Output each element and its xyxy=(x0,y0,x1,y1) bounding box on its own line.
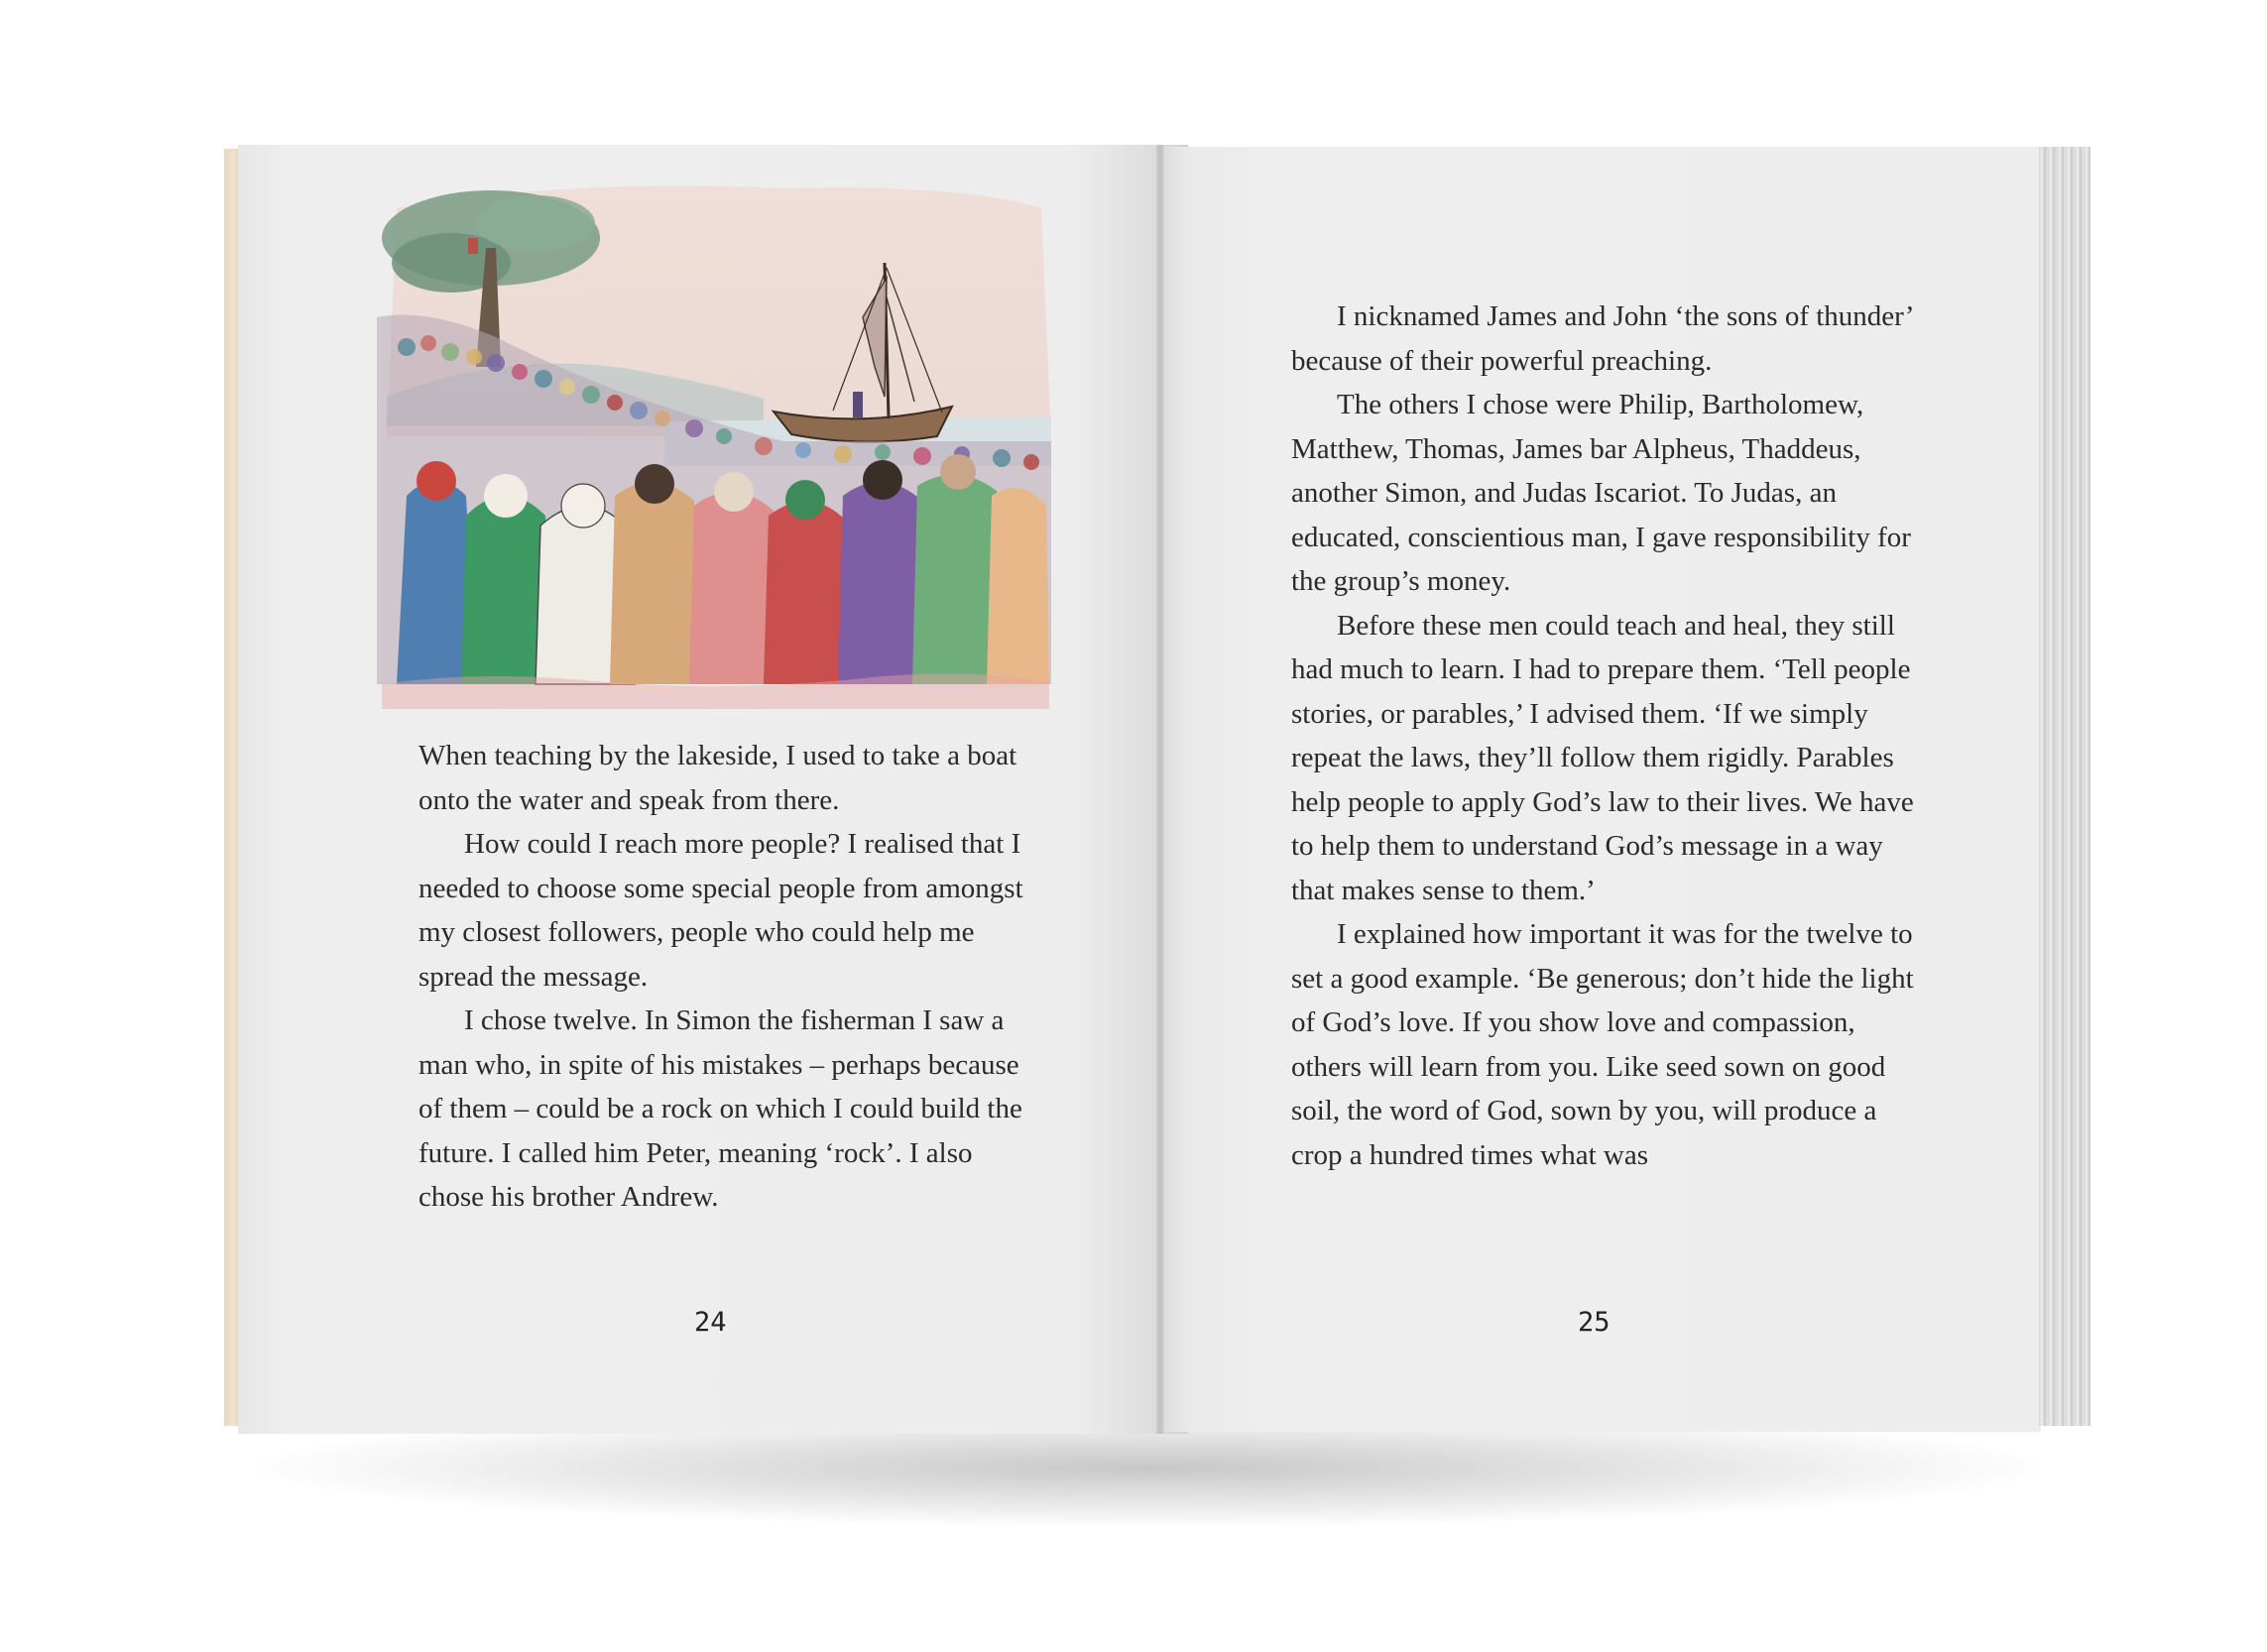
paragraph: I nicknamed James and John ‘the sons of thunder’ because of their powerful preaching. xyxy=(1291,300,1913,377)
lakeside-crowd-illustration xyxy=(367,169,1051,724)
paragraph: I explained how important it was for the twelve to set a good example. ‘Be generous; don’t hide the light of God’s love. If you show love and compassion, others will learn from you. Like seed sown on good soil, the word of God, sown by you, will produce a crop a hundred times what was xyxy=(1291,918,1914,1171)
page-number-left: 24 xyxy=(694,1307,727,1338)
paragraph: How could I reach more people? I realised that I needed to choose some special people from amongst my closest followers, people who could help me spread the message. xyxy=(418,828,1023,993)
paragraph: The others I chose were Philip, Bartholomew, Matthew, Thomas, James bar Alpheus, Thaddeus, another Simon, and Judas Iscariot. To Judas, an educated, conscientious man, I gave responsibility for the group’s money. xyxy=(1291,389,1911,597)
book-gutter xyxy=(1156,145,1164,1434)
right-page-edge xyxy=(2039,147,2090,1426)
paragraph: Before these men could teach and heal, they still had much to learn. I had to prepare them. ‘Tell people stories, or parables,’ I advised them. ‘If we simply repeat the laws, they’ll follow them rigidly. Parables help people to apply God’s law to their lives. We have to help them to understand God’s message in a way that makes sense to them.’ xyxy=(1291,609,1914,906)
page-number-right: 25 xyxy=(1578,1307,1611,1338)
left-page-text xyxy=(418,734,1033,1220)
paragraph: When teaching by the lakeside, I used to take a boat onto the water and speak from there. xyxy=(418,740,1017,816)
paragraph: I chose twelve. In Simon the fisherman I saw a man who, in spite of his mistakes – perhaps because of them – could be a rock on which I could build the future. I called him Peter, meaning ‘rock’. I also chose his brother Andrew. xyxy=(418,1004,1022,1213)
right-page-text xyxy=(1291,295,1926,1177)
